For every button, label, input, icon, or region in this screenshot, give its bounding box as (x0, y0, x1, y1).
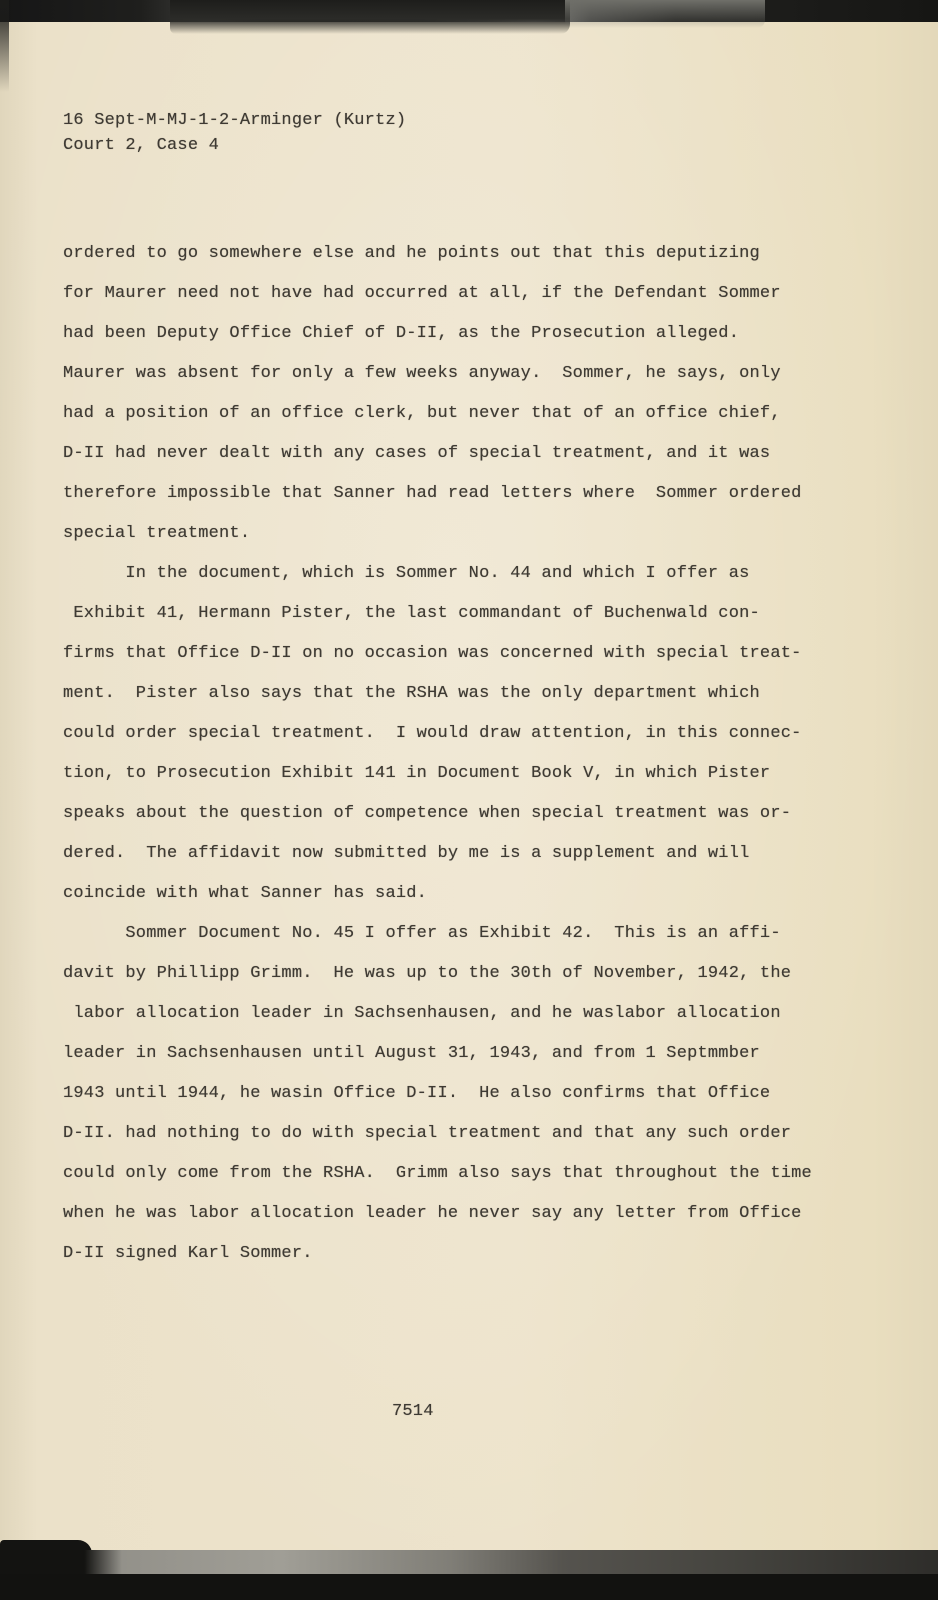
document-line: dered. The affidavit now submitted by me is a supplement and will (63, 844, 750, 863)
document-line: D-II signed Karl Sommer. (63, 1244, 313, 1263)
document-line: tion, to Prosecution Exhibit 141 in Document Book V, in which Pister (63, 764, 771, 783)
document-line: when he was labor allocation leader he never say any letter from Office (63, 1204, 802, 1223)
document-line: ordered to go somewhere else and he points out that this deputizing (63, 244, 760, 263)
document-line: therefore impossible that Sanner had read letters where Sommer ordered (63, 484, 802, 503)
scan-artifact-bottom-dark-band (0, 1574, 938, 1600)
header-court-case: Court 2, Case 4 (63, 136, 220, 155)
document-line: Sommer Document No. 45 I offer as Exhibit 42. This is an affi- (63, 924, 781, 943)
document-line: 1943 until 1944, he wasin Office D-II. He also confirms that Office (63, 1084, 771, 1103)
header-case-reference: 16 Sept-M-MJ-1-2-Arminger (Kurtz) (63, 111, 407, 130)
scan-artifact-top-gray-patch (565, 0, 765, 28)
document-line: davit by Phillipp Grimm. He was up to the 30th of November, 1942, the (63, 964, 792, 983)
page-number: 7514 (392, 1402, 434, 1421)
document-line: D-II. had nothing to do with special treatment and that any such order (63, 1124, 792, 1143)
document-line: ment. Pister also says that the RSHA was the only department which (63, 684, 760, 703)
document-line: firms that Office D-II on no occasion was concerned with special treat- (63, 644, 802, 663)
scan-artifact-top-dark-patch (170, 0, 570, 34)
document-line: had a position of an office clerk, but never that of an office chief, (63, 404, 781, 423)
document-header (63, 108, 406, 158)
document-line: coincide with what Sanner has said. (63, 884, 428, 903)
document-line: could only come from the RSHA. Grimm also says that throughout the time (63, 1164, 812, 1183)
document-line: labor allocation leader in Sachsenhausen, and he waslabor allocation (63, 1004, 781, 1023)
document-body (63, 234, 883, 1274)
document-line: In the document, which is Sommer No. 44 and which I offer as (63, 564, 750, 583)
scan-artifact-bottom-gray-band (0, 1550, 938, 1576)
document-line: special treatment. (63, 524, 251, 543)
document-line: could order special treatment. I would draw attention, in this connec- (63, 724, 802, 743)
document-line: speaks about the question of competence when special treatment was or- (63, 804, 792, 823)
document-line: had been Deputy Office Chief of D-II, as the Prosecution alleged. (63, 324, 740, 343)
scan-artifact-left-edge (0, 0, 9, 92)
document-line: Maurer was absent for only a few weeks anyway. Sommer, he says, only (63, 364, 781, 383)
document-line: for Maurer need not have had occurred at all, if the Defendant Sommer (63, 284, 781, 303)
document-line: leader in Sachsenhausen until August 31, 1943, and from 1 Septmmber (63, 1044, 760, 1063)
document-line: Exhibit 41, Hermann Pister, the last commandant of Buchenwald con- (63, 604, 760, 623)
document-line: D-II had never dealt with any cases of special treatment, and it was (63, 444, 771, 463)
